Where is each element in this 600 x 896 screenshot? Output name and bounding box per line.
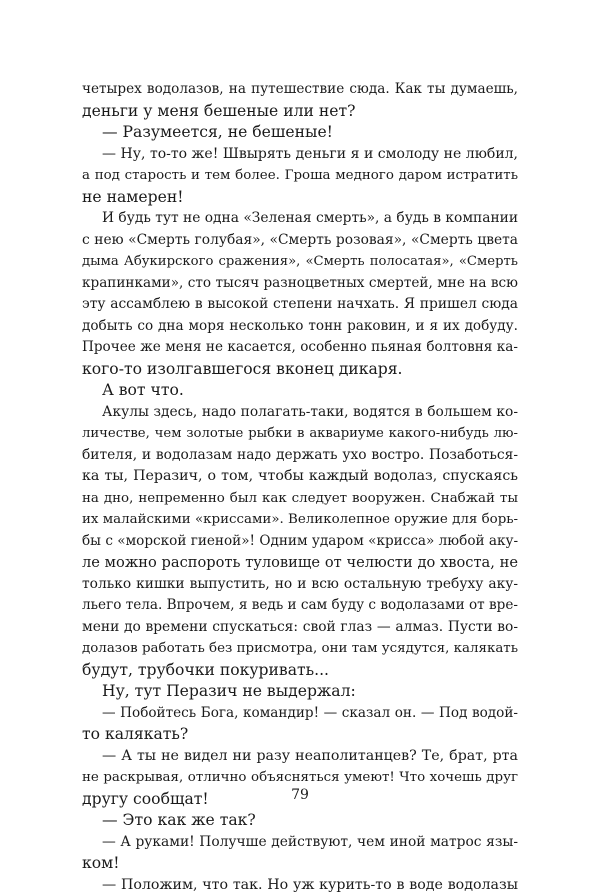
text-line: не намерен! xyxy=(82,187,518,209)
text-line: добыть со дна моря несколько тонн раковин, и я их добуду. xyxy=(82,316,518,338)
text-line: долазов работать без присмотра, они там усядутся, калякать xyxy=(82,638,518,660)
text-line: дыма Абукирского сражения», «Смерть полосатая», «Смерть xyxy=(82,251,518,273)
text-line: другу сообщат! xyxy=(82,789,518,811)
text-line: личестве, чем золотые рыбки в аквариуме какого-нибудь лю- xyxy=(82,423,518,445)
text-line: — А руками! Получше действуют, чем иной матрос язы- xyxy=(82,832,518,854)
text-line: крапинками», сто тысяч разноцветных смертей, мне на всю xyxy=(82,273,518,295)
text-line: бы с «морской гиеной»! Одним ударом «крисса» любой аку- xyxy=(82,531,518,553)
text-line: — Это как же так? xyxy=(82,810,518,832)
text-line: а под старость и тем более. Гроша медного даром истратить xyxy=(82,165,518,187)
text-line: четырех водолазов, на путешествие сюда. Как ты думаешь, xyxy=(82,79,518,101)
text-line: Ну, тут Перазич не выдержал: xyxy=(82,681,518,703)
text-line: не раскрывая, отлично объясняться умеют! Что хочешь друг xyxy=(82,767,518,789)
text-line: эту ассамблею в высокой степени начхать. Я пришел сюда xyxy=(82,294,518,316)
text-line: ле можно распороть туловище от челюсти до хвоста, не xyxy=(82,552,518,574)
text-line: И будь тут не одна «Зеленая смерть», а будь в компании xyxy=(82,208,518,230)
page-number: 79 xyxy=(0,787,600,803)
text-line: на дно, непременно был как следует вооружен. Снабжай ты xyxy=(82,488,518,510)
text-line: — Разумеется, не бешеные! xyxy=(82,122,518,144)
text-line: — А ты не видел ни разу неаполитанцев? Те, брат, рта xyxy=(82,746,518,768)
text-line: льего тела. Впрочем, я ведь и сам буду с водолазами от вре- xyxy=(82,595,518,617)
text-line: — Ну, то-то же! Швырять деньги я и смолоду не любил, xyxy=(82,144,518,166)
text-line: деньги у меня бешеные или нет? xyxy=(82,101,518,123)
text-line: кого-то изолгавшегося вконец дикаря. xyxy=(82,359,518,381)
text-line: — Положим, что так. Но уж курить-то в воде водолазы xyxy=(82,875,518,896)
text-line: ка ты, Перазич, о том, чтобы каждый водолаз, спускаясь xyxy=(82,466,518,488)
text-line: Прочее же меня не касается, особенно пьяная болтовня ка- xyxy=(82,337,518,359)
text-line: то калякать? xyxy=(82,724,518,746)
text-line: Акулы здесь, надо полагать-таки, водятся в большем ко- xyxy=(82,402,518,424)
text-line: их малайскими «криссами». Великолепное оружие для борь- xyxy=(82,509,518,531)
text-line: А вот что. xyxy=(82,380,518,402)
text-line: ком! xyxy=(82,853,518,875)
text-line: — Побойтесь Бога, командир! — сказал он. — Под водой- xyxy=(82,703,518,725)
book-page-text xyxy=(82,79,518,896)
text-line: бителя, и водолазам надо держать ухо востро. Позаботься- xyxy=(82,445,518,467)
text-line: мени до времени спускаться: свой глаз — алмаз. Пусти во- xyxy=(82,617,518,639)
text-line: только кишки выпустить, но и всю остальную требуху аку- xyxy=(82,574,518,596)
text-line: с нею «Смерть голубая», «Смерть розовая», «Смерть цвета xyxy=(82,230,518,252)
text-line: будут, трубочки покуривать... xyxy=(82,660,518,682)
